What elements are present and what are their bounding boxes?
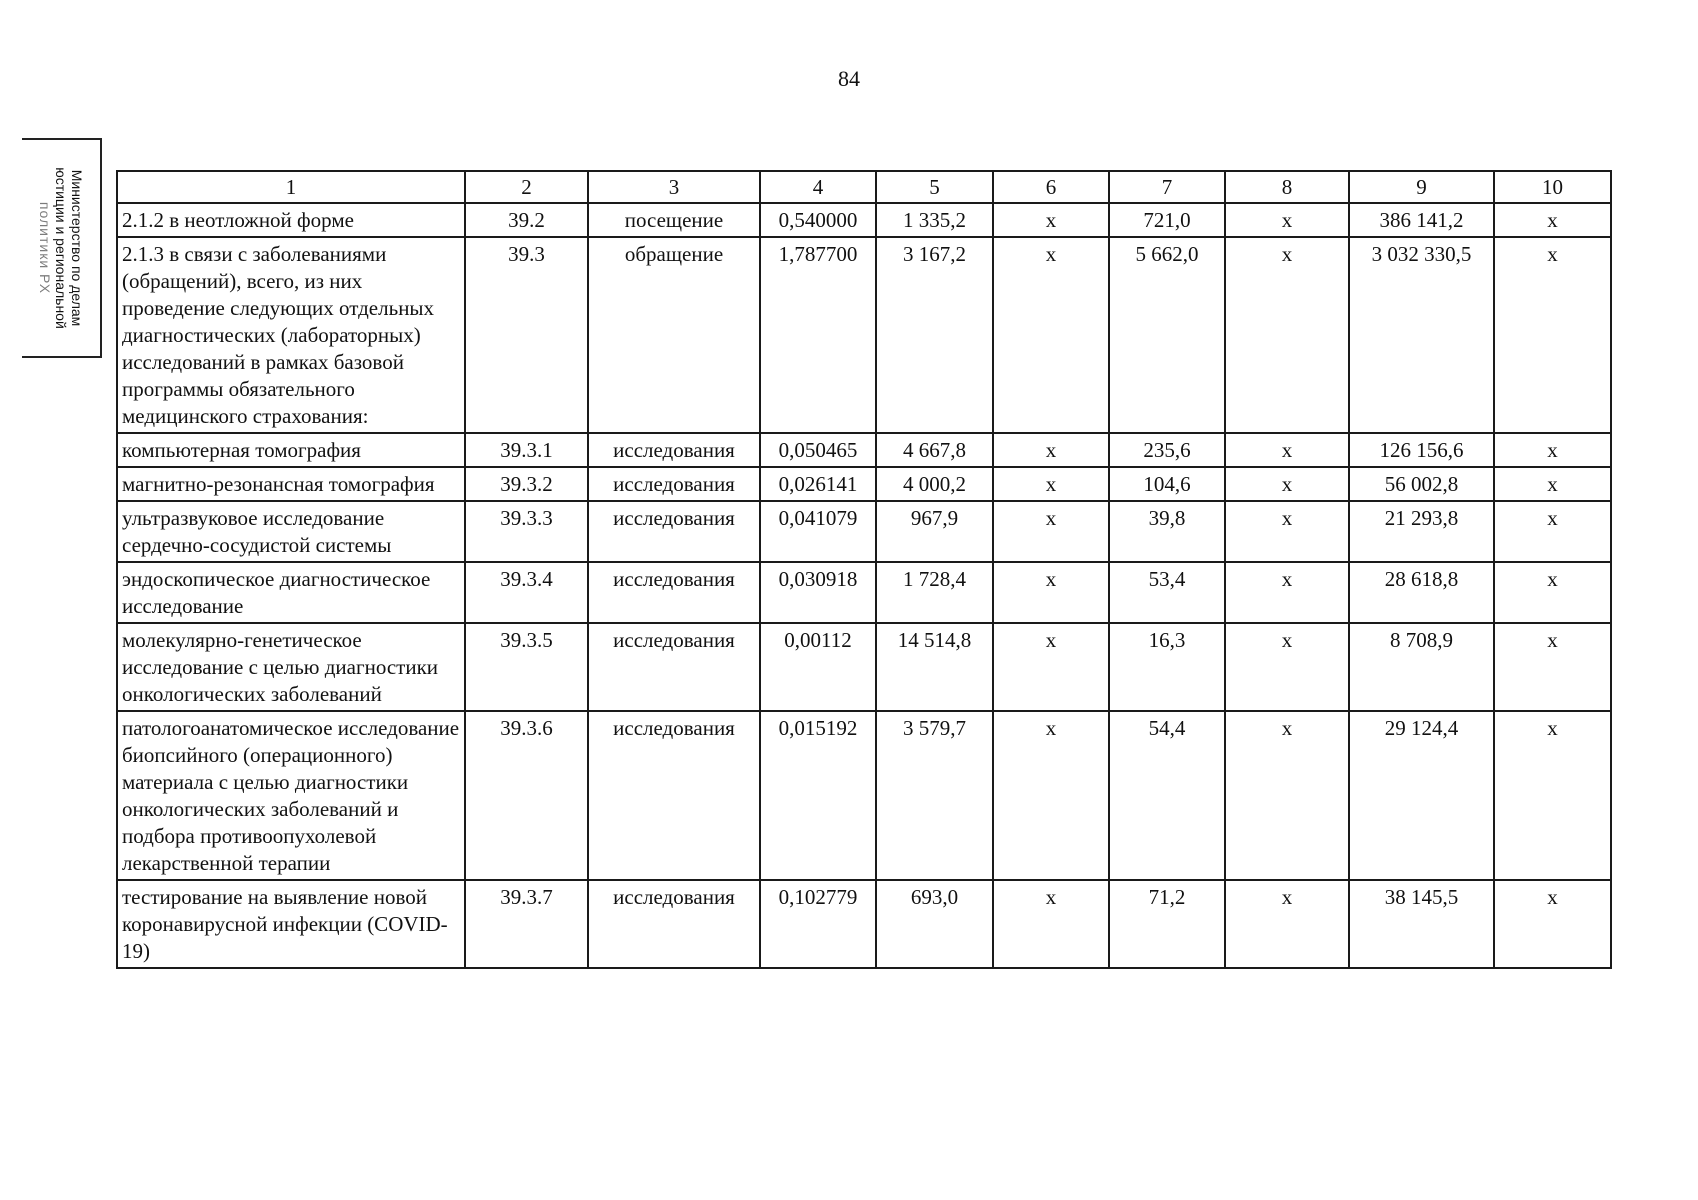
- column-number-cell: 3: [588, 171, 760, 203]
- row-name-cell: патологоанатомическое исследование биопсийного (операционного) материала с целью диагностики онкологических заболеваний и подбора противоопухолевой лекарственной терапии: [117, 711, 465, 880]
- row-col10-cell: х: [1494, 711, 1611, 880]
- column-number-cell: 7: [1109, 171, 1225, 203]
- row-name-cell: 2.1.2 в неотложной форме: [117, 203, 465, 237]
- row-unit-cell: посещение: [588, 203, 760, 237]
- row-norm-cell: 0,041079: [760, 501, 876, 562]
- row-col6-cell: х: [993, 623, 1109, 711]
- stamp-text: [37, 143, 85, 353]
- row-col7-cell: 39,8: [1109, 501, 1225, 562]
- row-name-cell: магнитно-резонансная томография: [117, 467, 465, 501]
- row-name-cell: ультразвуковое исследование сердечно-сосудистой системы: [117, 501, 465, 562]
- registration-stamp: [22, 138, 102, 358]
- row-code-cell: 39.2: [465, 203, 588, 237]
- row-col7-cell: 104,6: [1109, 467, 1225, 501]
- row-col10-cell: х: [1494, 880, 1611, 968]
- column-number-cell: 5: [876, 171, 993, 203]
- row-col6-cell: х: [993, 203, 1109, 237]
- row-unit-cell: исследования: [588, 433, 760, 467]
- row-col10-cell: х: [1494, 623, 1611, 711]
- table-row: [117, 562, 1611, 623]
- row-col9-cell: 8 708,9: [1349, 623, 1494, 711]
- row-name-cell: молекулярно-генетическое исследование с целью диагностики онкологических заболеваний: [117, 623, 465, 711]
- row-col9-cell: 28 618,8: [1349, 562, 1494, 623]
- stamp-line-3: политики РХ: [37, 201, 53, 295]
- column-number-cell: 4: [760, 171, 876, 203]
- row-col10-cell: х: [1494, 433, 1611, 467]
- row-col9-cell: 56 002,8: [1349, 467, 1494, 501]
- row-col6-cell: х: [993, 880, 1109, 968]
- row-norm-cell: 0,015192: [760, 711, 876, 880]
- row-col6-cell: х: [993, 237, 1109, 433]
- table-row: [117, 711, 1611, 880]
- row-cost-cell: 3 579,7: [876, 711, 993, 880]
- row-col10-cell: х: [1494, 501, 1611, 562]
- row-cost-cell: 1 728,4: [876, 562, 993, 623]
- row-col8-cell: х: [1225, 467, 1349, 501]
- column-number-cell: 6: [993, 171, 1109, 203]
- row-col10-cell: х: [1494, 237, 1611, 433]
- table-row: [117, 467, 1611, 501]
- row-cost-cell: 693,0: [876, 880, 993, 968]
- row-cost-cell: 4 667,8: [876, 433, 993, 467]
- row-code-cell: 39.3.7: [465, 880, 588, 968]
- row-norm-cell: 1,787700: [760, 237, 876, 433]
- row-col9-cell: 38 145,5: [1349, 880, 1494, 968]
- row-name-cell: компьютерная томография: [117, 433, 465, 467]
- row-unit-cell: исследования: [588, 467, 760, 501]
- row-cost-cell: 3 167,2: [876, 237, 993, 433]
- row-name-cell: 2.1.3 в связи с заболеваниями (обращений), всего, из них проведение следующих отдельных диагностических (лабораторных) исследований в рамках базовой программы обязательного медицинского страхования:: [117, 237, 465, 433]
- row-col6-cell: х: [993, 711, 1109, 880]
- row-unit-cell: исследования: [588, 562, 760, 623]
- row-col9-cell: 21 293,8: [1349, 501, 1494, 562]
- row-col6-cell: х: [993, 433, 1109, 467]
- column-number-cell: 9: [1349, 171, 1494, 203]
- column-number-cell: 8: [1225, 171, 1349, 203]
- row-code-cell: 39.3.4: [465, 562, 588, 623]
- row-cost-cell: 4 000,2: [876, 467, 993, 501]
- row-col6-cell: х: [993, 501, 1109, 562]
- row-unit-cell: исследования: [588, 880, 760, 968]
- row-col8-cell: х: [1225, 623, 1349, 711]
- row-code-cell: 39.3.2: [465, 467, 588, 501]
- table-row: [117, 203, 1611, 237]
- column-number-cell: 2: [465, 171, 588, 203]
- row-unit-cell: исследования: [588, 623, 760, 711]
- row-col6-cell: х: [993, 562, 1109, 623]
- row-norm-cell: 0,102779: [760, 880, 876, 968]
- row-code-cell: 39.3.3: [465, 501, 588, 562]
- table-row: [117, 433, 1611, 467]
- row-col7-cell: 235,6: [1109, 433, 1225, 467]
- stamp-line-2: юстиции и региональной: [53, 167, 69, 329]
- row-col7-cell: 53,4: [1109, 562, 1225, 623]
- row-cost-cell: 14 514,8: [876, 623, 993, 711]
- row-norm-cell: 0,026141: [760, 467, 876, 501]
- column-number-cell: 1: [117, 171, 465, 203]
- row-col10-cell: х: [1494, 203, 1611, 237]
- row-col7-cell: 54,4: [1109, 711, 1225, 880]
- row-code-cell: 39.3.1: [465, 433, 588, 467]
- row-code-cell: 39.3.6: [465, 711, 588, 880]
- row-col7-cell: 16,3: [1109, 623, 1225, 711]
- row-col8-cell: х: [1225, 203, 1349, 237]
- row-unit-cell: обращение: [588, 237, 760, 433]
- row-col9-cell: 29 124,4: [1349, 711, 1494, 880]
- table-row: [117, 501, 1611, 562]
- row-unit-cell: исследования: [588, 711, 760, 880]
- norms-table: [116, 170, 1612, 969]
- row-norm-cell: 0,00112: [760, 623, 876, 711]
- row-col8-cell: х: [1225, 501, 1349, 562]
- row-col9-cell: 126 156,6: [1349, 433, 1494, 467]
- row-norm-cell: 0,050465: [760, 433, 876, 467]
- row-name-cell: тестирование на выявление новой коронавирусной инфекции (COVID-19): [117, 880, 465, 968]
- row-col6-cell: х: [993, 467, 1109, 501]
- page-number: 84: [838, 66, 860, 91]
- row-norm-cell: 0,540000: [760, 203, 876, 237]
- row-code-cell: 39.3.5: [465, 623, 588, 711]
- row-cost-cell: 967,9: [876, 501, 993, 562]
- row-col8-cell: х: [1225, 880, 1349, 968]
- row-col7-cell: 71,2: [1109, 880, 1225, 968]
- row-col8-cell: х: [1225, 711, 1349, 880]
- table-row: [117, 623, 1611, 711]
- table-body: [117, 171, 1611, 968]
- table-row: [117, 237, 1611, 433]
- column-number-row: [117, 171, 1611, 203]
- row-name-cell: эндоскопическое диагностическое исследование: [117, 562, 465, 623]
- row-col10-cell: х: [1494, 467, 1611, 501]
- table-row: [117, 880, 1611, 968]
- row-col10-cell: х: [1494, 562, 1611, 623]
- row-col9-cell: 386 141,2: [1349, 203, 1494, 237]
- row-col7-cell: 721,0: [1109, 203, 1225, 237]
- row-col9-cell: 3 032 330,5: [1349, 237, 1494, 433]
- row-col8-cell: х: [1225, 562, 1349, 623]
- stamp-line-1: Министерство по делам: [69, 169, 85, 327]
- row-col8-cell: х: [1225, 433, 1349, 467]
- row-unit-cell: исследования: [588, 501, 760, 562]
- row-col7-cell: 5 662,0: [1109, 237, 1225, 433]
- row-col8-cell: х: [1225, 237, 1349, 433]
- column-number-cell: 10: [1494, 171, 1611, 203]
- row-norm-cell: 0,030918: [760, 562, 876, 623]
- row-code-cell: 39.3: [465, 237, 588, 433]
- row-cost-cell: 1 335,2: [876, 203, 993, 237]
